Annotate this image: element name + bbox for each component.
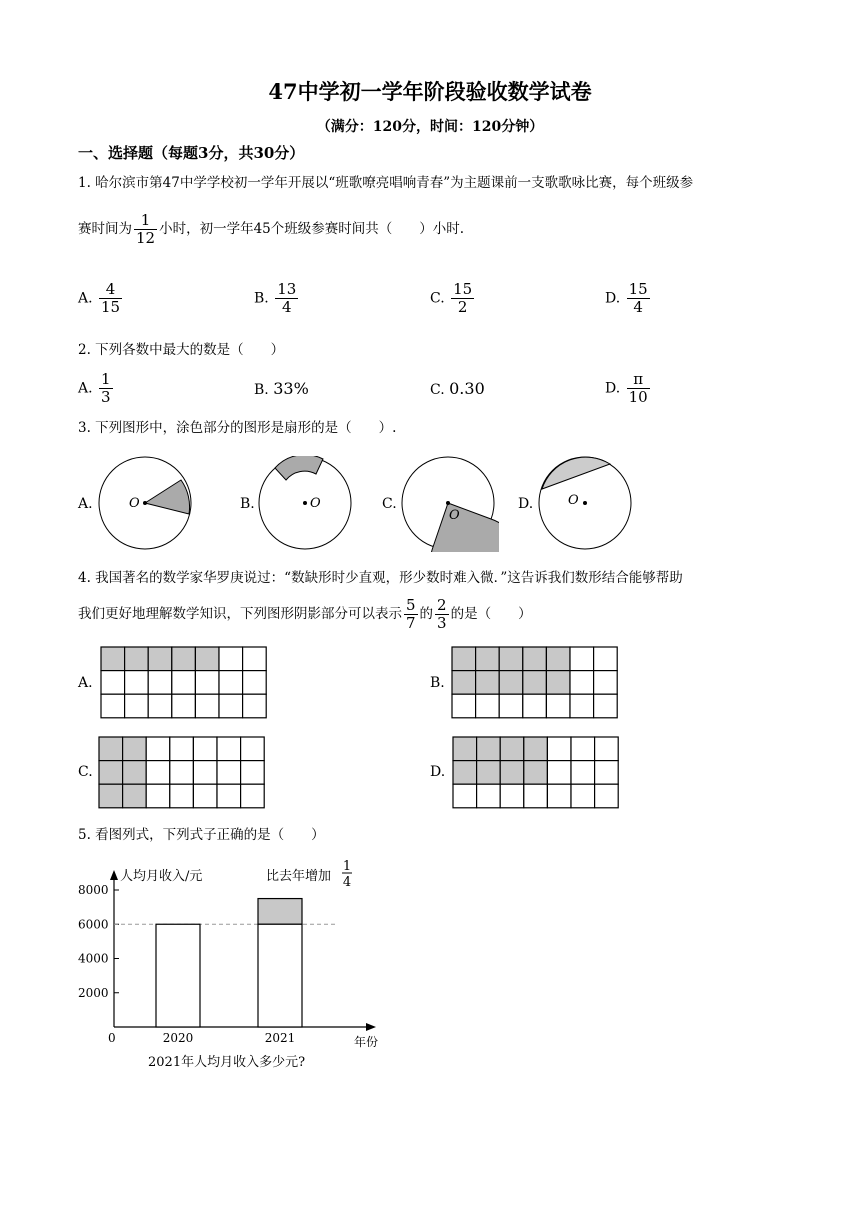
grid-cell	[571, 761, 595, 785]
grid-cell	[148, 671, 172, 695]
q2-a-num: 1	[101, 370, 111, 388]
grid-cell	[101, 647, 125, 671]
y-tick-label: 2000	[78, 985, 109, 1000]
grid-cell	[195, 647, 219, 671]
q4-label-d[interactable]: D.	[430, 764, 446, 780]
grid-cell	[595, 761, 619, 785]
bar-2021-increase	[258, 899, 302, 925]
grid-cell	[499, 647, 523, 671]
grid-cell	[219, 647, 243, 671]
y-tick-label: 8000	[78, 883, 109, 897]
q1-fraction	[134, 212, 157, 247]
grid-cell	[217, 784, 241, 808]
grid-cell	[123, 737, 147, 761]
q2-option-d-letter: D.	[605, 380, 621, 397]
q2-d-num: π	[633, 370, 644, 388]
x-tick-label: 2021	[264, 1031, 296, 1045]
q1-a-num: 4	[105, 280, 116, 298]
grid-cell	[146, 784, 170, 808]
annotation-text: 比去年增加	[266, 869, 332, 884]
q1-option-b[interactable]	[254, 281, 300, 316]
q1-option-a-frac	[99, 281, 122, 316]
q1-frac-den: 12	[136, 229, 156, 247]
q1-option-d-letter: D.	[605, 290, 621, 307]
q3-figure-d[interactable]	[538, 456, 636, 552]
annotation-num: 1	[342, 859, 352, 874]
q3-label-a[interactable]: A.	[78, 496, 93, 512]
grid-cell	[571, 784, 595, 808]
q3-figure-c[interactable]	[401, 456, 499, 552]
grid-cell	[523, 694, 547, 718]
chart-question: 2021年人均月收入多少元?	[148, 1055, 306, 1070]
grid-cell	[570, 647, 594, 671]
q1-option-b-letter: B.	[254, 290, 269, 307]
q2-option-a[interactable]	[78, 371, 115, 406]
q3-a-center-label: O	[129, 496, 140, 511]
q1-d-num: 15	[628, 280, 648, 298]
grid-cell	[146, 737, 170, 761]
grid-cell	[195, 694, 219, 718]
grid-cell	[499, 671, 523, 695]
grid-cell	[170, 784, 194, 808]
grid-cell	[452, 694, 476, 718]
q4-line1: 4. 我国著名的数学家华罗庚说过：“数缺形时少直观，形少数时难入微．”这告诉我们数形结合能够帮助	[78, 570, 683, 586]
q1-b-num: 13	[277, 280, 297, 298]
q1-option-c-frac	[451, 281, 474, 316]
grid-cell	[241, 784, 265, 808]
grid-cell	[524, 761, 548, 785]
q4-f1-num: 5	[406, 596, 416, 614]
q5-bar-chart	[70, 852, 400, 1077]
grid-cell	[172, 694, 196, 718]
q2-option-b-value: 33%	[273, 379, 309, 398]
q1-option-a[interactable]	[78, 281, 124, 316]
y-tick-label: 4000	[78, 951, 109, 966]
q4-grid-b[interactable]	[451, 646, 619, 719]
y-axis-label: 人均月收入/元	[120, 869, 203, 884]
q1-option-a-letter: A.	[78, 290, 93, 307]
x-axis-label: 年份	[354, 1035, 379, 1049]
q1-a-den: 15	[101, 298, 121, 316]
grid-cell	[148, 647, 172, 671]
grid-cell	[477, 761, 501, 785]
q3-figure-a[interactable]	[98, 456, 196, 552]
q3-label-c[interactable]: C.	[382, 496, 397, 512]
y-tick-label: 6000	[78, 917, 109, 932]
q4-label-c[interactable]: C.	[78, 764, 93, 780]
grid-cell	[243, 671, 267, 695]
q3-c-center-label: O	[449, 508, 460, 523]
bar-2020	[156, 924, 200, 1027]
exam-subtitle: （满分：120分，时间：120分钟）	[316, 119, 544, 135]
grid-cell	[546, 694, 570, 718]
grid-cell	[170, 737, 194, 761]
grid-cell	[453, 761, 477, 785]
q1-option-b-frac	[275, 281, 298, 316]
grid-cell	[523, 671, 547, 695]
q2-a-den: 3	[101, 388, 111, 406]
grid-cell	[241, 761, 265, 785]
q3-label-b[interactable]: B.	[240, 496, 255, 512]
q4-mid: 的	[419, 606, 434, 622]
grid-cell	[570, 671, 594, 695]
q3-text: 3. 下列图形中，涂色部分的图形是扇形的是（ ）.	[78, 420, 397, 436]
exam-title: 47中学初一学年阶段验收数学试卷	[268, 79, 592, 104]
grid-cell	[524, 737, 548, 761]
grid-cell	[125, 694, 149, 718]
grid-cell	[241, 737, 265, 761]
grid-cell	[148, 694, 172, 718]
grid-cell	[125, 671, 149, 695]
q4-line2-post: 的是（ ）	[450, 606, 532, 622]
grid-cell	[193, 737, 217, 761]
q4-label-b[interactable]: B.	[430, 675, 445, 691]
q1-frac-num: 1	[140, 211, 151, 229]
q3-label-d[interactable]: D.	[518, 496, 534, 512]
y-axis-arrow	[110, 870, 118, 880]
x-tick-label: 2020	[162, 1031, 194, 1045]
grid-cell	[243, 647, 267, 671]
q3-d-center-label: O	[568, 493, 579, 508]
q3-b-center-label: O	[310, 496, 321, 511]
q4-f2-num: 2	[437, 596, 447, 614]
grid-cell	[547, 784, 571, 808]
grid-cell	[217, 737, 241, 761]
grid-cell	[594, 671, 618, 695]
grid-cell	[99, 737, 123, 761]
q1-option-c-letter: C.	[430, 290, 445, 307]
q5-text: 5. 看图列式，下列式子正确的是（ ）	[78, 827, 325, 843]
q1-d-den: 4	[627, 298, 650, 316]
q1-line2-pre: 赛时间为	[78, 221, 132, 237]
q2-option-c-value: 0.30	[449, 379, 485, 398]
grid-cell	[452, 671, 476, 695]
grid-cell	[546, 671, 570, 695]
q2-option-d-frac	[627, 371, 650, 406]
q1-option-d[interactable]	[605, 281, 652, 316]
q4-line2-pre: 我们更好地理解数学知识，下列图形阴影部分可以表示	[78, 606, 402, 622]
grid-cell	[477, 737, 501, 761]
grid-cell	[453, 737, 477, 761]
q2-text: 2. 下列各数中最大的数是（ ）	[78, 342, 285, 358]
q4-line2	[78, 597, 532, 632]
q4-fraction-1	[404, 597, 418, 632]
grid-cell	[547, 761, 571, 785]
q1-line1: 1. 哈尔滨市第47中学学校初一学年开展以“班歌嘹亮唱响青春”为主题课前一支歌歌咏比赛，每个班级参	[78, 175, 694, 191]
grid-cell	[195, 671, 219, 695]
grid-cell	[499, 694, 523, 718]
grid-cell	[99, 784, 123, 808]
grid-cell	[546, 647, 570, 671]
grid-cell	[243, 694, 267, 718]
grid-cell	[101, 694, 125, 718]
q2-option-b-letter: B.	[254, 382, 269, 398]
grid-cell	[524, 784, 548, 808]
grid-cell	[219, 671, 243, 695]
q2-option-b[interactable]	[254, 379, 309, 398]
grid-cell	[172, 647, 196, 671]
grid-cell	[500, 784, 524, 808]
grid-cell	[219, 694, 243, 718]
q2-d-den: 10	[628, 388, 648, 406]
grid-cell	[594, 694, 618, 718]
grid-cell	[170, 761, 194, 785]
grid-cell	[571, 737, 595, 761]
q1-option-d-frac	[627, 281, 650, 316]
q4-grid-c[interactable]	[98, 736, 266, 809]
q1-b-den: 4	[275, 298, 298, 316]
q3-figure-b[interactable]	[258, 456, 356, 552]
q2-option-c-letter: C.	[430, 382, 445, 398]
q4-fraction-2	[435, 597, 449, 632]
x-axis-arrow	[366, 1023, 376, 1031]
grid-cell	[452, 647, 476, 671]
q1-c-num: 15	[453, 280, 473, 298]
grid-cell	[193, 761, 217, 785]
grid-cell	[476, 671, 500, 695]
grid-cell	[193, 784, 217, 808]
annotation-den: 4	[342, 875, 352, 890]
q4-label-a[interactable]: A.	[78, 675, 93, 691]
grid-cell	[125, 647, 149, 671]
q2-option-a-frac	[99, 371, 113, 406]
grid-cell	[99, 761, 123, 785]
grid-cell	[500, 761, 524, 785]
origin-label: 0	[108, 1031, 116, 1045]
grid-cell	[477, 784, 501, 808]
grid-cell	[123, 784, 147, 808]
grid-cell	[217, 761, 241, 785]
grid-cell	[453, 784, 477, 808]
grid-cell	[500, 737, 524, 761]
grid-cell	[146, 761, 170, 785]
grid-cell	[595, 784, 619, 808]
grid-cell	[570, 694, 594, 718]
q4-f1-den: 7	[406, 614, 416, 632]
grid-cell	[172, 671, 196, 695]
q4-grid-a[interactable]	[100, 646, 268, 719]
grid-cell	[547, 737, 571, 761]
grid-cell	[101, 671, 125, 695]
grid-cell	[476, 647, 500, 671]
grid-cell	[123, 761, 147, 785]
grid-cell	[594, 647, 618, 671]
q2-option-d[interactable]	[605, 371, 652, 406]
grid-cell	[476, 694, 500, 718]
bar-2021-base	[258, 924, 302, 1027]
q2-option-c[interactable]	[430, 379, 485, 398]
q4-grid-d[interactable]	[452, 736, 620, 809]
q4-f2-den: 3	[437, 614, 447, 632]
section-heading: 一、选择题（每题3分，共30分）	[78, 144, 305, 162]
q1-line2	[78, 212, 464, 247]
q1-line2-post: 小时，初一学年45个班级参赛时间共（ ）小时.	[159, 221, 465, 237]
q2-option-a-letter: A.	[78, 380, 93, 397]
grid-cell	[595, 737, 619, 761]
grid-cell	[523, 647, 547, 671]
q1-c-den: 2	[451, 298, 474, 316]
q1-option-c[interactable]	[430, 281, 476, 316]
